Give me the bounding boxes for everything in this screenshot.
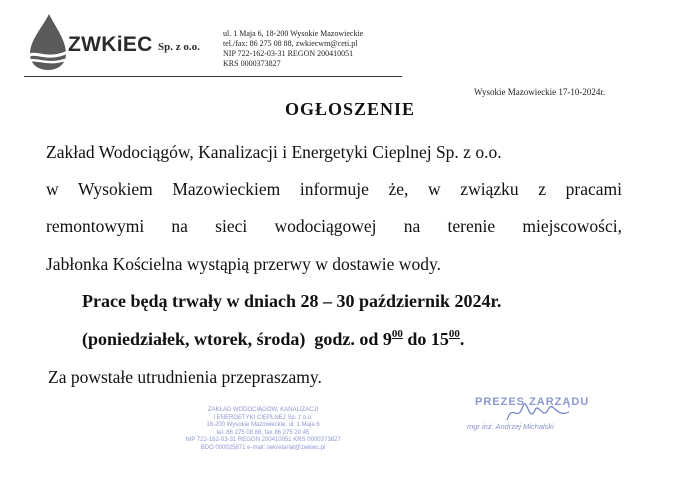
works-dates: Prace będą trwały w dniach 28 – 30 październik 2024r. bbox=[82, 291, 502, 311]
stamp-line: NIP 722-162-03-31 REGON 200410051 KRS 0000373827 bbox=[185, 437, 341, 443]
closing-apology: Za powstałe utrudnienia przepraszamy. bbox=[48, 367, 322, 387]
stamp-line: BDO 000025871 e-mail: sekretariat@zwkiec.pl bbox=[200, 444, 326, 451]
hours-from-minutes: 00 bbox=[391, 328, 403, 340]
company-address-block bbox=[223, 29, 363, 69]
krs-line: KRS 0000373827 bbox=[223, 59, 281, 68]
stamp-line: tel. 86 275 08 88, fax 86 275 20 45 bbox=[216, 429, 310, 436]
works-hours bbox=[82, 328, 464, 350]
hours-to: do 15 bbox=[402, 329, 449, 349]
body-line-2: w Wysokiem Mazowieckiem informuje że, w związku z pracami bbox=[46, 179, 622, 199]
header-divider bbox=[24, 76, 402, 77]
contact-line: tel./fax: 86 275 08 88, zwkiecwm@ceti.pl bbox=[223, 39, 358, 48]
stamp-line: ZAKŁAD WODOCIĄGÓW, KANALIZACJI bbox=[207, 407, 319, 413]
works-weekdays: (poniedziałek, wtorek, środa) bbox=[82, 329, 306, 349]
company-stamp bbox=[183, 407, 343, 452]
stamp-line: 18-200 Wysokie Mazowieckie, ul. 1 Maja 6 bbox=[206, 422, 320, 428]
notice-title: OGŁOSZENIE bbox=[284, 99, 416, 119]
address-line: ul. 1 Maja 6, 18-200 Wysokie Mazowieckie bbox=[223, 29, 364, 38]
stamp-line: I ENERGETYKI CIEPLNEJ Sp. z o.o. bbox=[213, 414, 313, 421]
body-line-3: remontowymi na sieci wodociągowej na terenie miejscowości, bbox=[46, 216, 622, 236]
company-legal-suffix: Sp. z o.o. bbox=[158, 41, 200, 53]
body-line-4: Jabłonka Kościelna wystąpią przerwy w dostawie wody. bbox=[46, 254, 441, 274]
tax-ids-line: NIP 722-162-03-31 REGON 200410051 bbox=[223, 49, 354, 58]
place-and-date: Wysokie Mazowieckie 17-10-2024r. bbox=[474, 87, 606, 97]
hours-end-punct: . bbox=[459, 329, 465, 349]
hours-to-minutes: 00 bbox=[448, 328, 460, 340]
signature-title: PREZES ZARZĄDU bbox=[475, 396, 590, 408]
company-brand: ZWKiEC bbox=[68, 33, 153, 56]
hours-from: godz. od 9 bbox=[314, 329, 392, 349]
water-drop-icon bbox=[24, 12, 70, 76]
signatory-name: mgr inż. Andrzej Michalski bbox=[467, 422, 554, 431]
president-signature-stamp bbox=[455, 396, 605, 446]
body-line-1: Zakład Wodociągów, Kanalizacji i Energetyki Cieplnej Sp. z o.o. bbox=[46, 142, 502, 162]
